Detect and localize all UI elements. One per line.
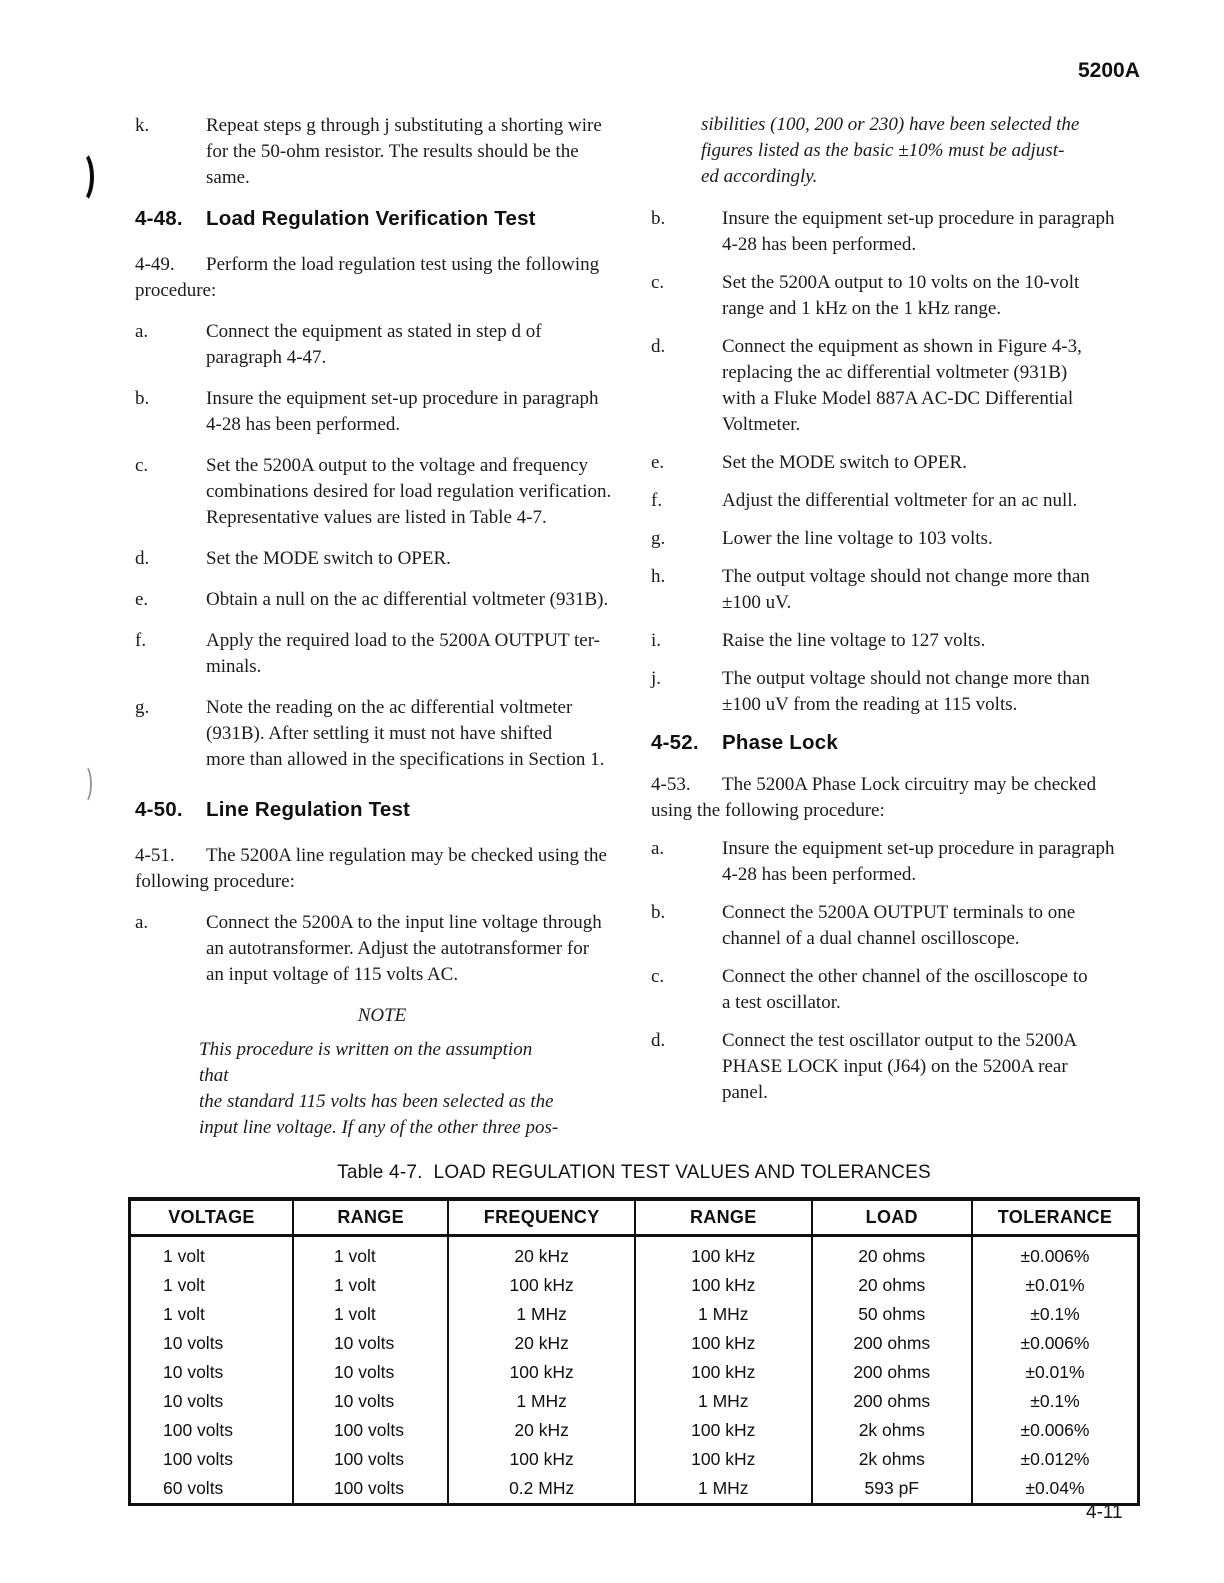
- cell-range: 10 volts: [293, 1329, 448, 1358]
- table-header-row: [130, 1199, 1139, 1236]
- item-text: Connect the 5200A OUTPUT terminals to one channel of a dual channel oscilloscope.: [722, 902, 1076, 949]
- item-label: b.: [135, 388, 150, 409]
- cell-range: 1 volt: [293, 1300, 448, 1329]
- cell-tolerance: ±0.1%: [972, 1300, 1139, 1329]
- cell-range: 10 volts: [293, 1387, 448, 1416]
- cell-voltage: 1 volt: [130, 1271, 293, 1300]
- cell-frequency: 100 kHz: [448, 1271, 635, 1300]
- cell-tolerance: ±0.01%: [972, 1271, 1139, 1300]
- item-text: The output voltage should not change more than ±100 uV.: [722, 566, 1090, 613]
- cell-tolerance: ±0.012%: [972, 1445, 1139, 1474]
- cell-frequency: 20 kHz: [448, 1416, 635, 1445]
- list-item: [651, 206, 1145, 258]
- cell-tolerance: ±0.01%: [972, 1358, 1139, 1387]
- scan-artifact-paren-mark: [68, 150, 94, 204]
- cell-tolerance: ±0.006%: [972, 1236, 1139, 1271]
- cell-voltage: 10 volts: [130, 1387, 293, 1416]
- list-item: [135, 386, 627, 438]
- paragraph-number: 4-53.: [651, 774, 691, 795]
- right-column: [651, 112, 1145, 1118]
- item-text: Insure the equipment set-up procedure in paragraph 4-28 has been performed.: [722, 838, 1115, 885]
- item-text: Set the MODE switch to OPER.: [722, 452, 967, 473]
- cell-frequency: 1 MHz: [448, 1300, 635, 1329]
- item-text: Connect the other channel of the oscilloscope to a test oscillator.: [722, 966, 1088, 1013]
- item-text: Insure the equipment set-up procedure in paragraph 4-28 has been performed.: [206, 388, 599, 435]
- cell-frequency: 100 kHz: [448, 1358, 635, 1387]
- cell-voltage: 10 volts: [130, 1329, 293, 1358]
- note-block: [199, 1003, 565, 1141]
- cell-voltage: 100 volts: [130, 1416, 293, 1445]
- cell-load: 2k ohms: [812, 1445, 972, 1474]
- item-text: Connect the equipment as stated in step d of paragraph 4-47.: [206, 321, 542, 368]
- cell-range2: 100 kHz: [635, 1416, 812, 1445]
- column-header-load: LOAD: [812, 1199, 972, 1236]
- item-text: The output voltage should not change more than ±100 uV from the reading at 115 volts.: [722, 668, 1090, 715]
- item-text: Set the MODE switch to OPER.: [206, 548, 451, 569]
- table-title: Table 4-7. LOAD REGULATION TEST VALUES AND TOLERANCES: [337, 1162, 931, 1183]
- section-number: 4-52.: [651, 731, 699, 754]
- item-text: Insure the equipment set-up procedure in paragraph 4-28 has been performed.: [722, 208, 1115, 255]
- item-text: Raise the line voltage to 127 volts.: [722, 630, 986, 651]
- item-text: Connect the test oscillator output to the 5200A PHASE LOCK input (J64) on the 5200A rear panel.: [722, 1030, 1078, 1103]
- cell-range: 1 volt: [293, 1271, 448, 1300]
- item-text: Connect the 5200A to the input line voltage through an autotransformer. Adjust the autotransformer for an input voltage of 115 volts AC.: [206, 912, 602, 985]
- table-row: [130, 1358, 1139, 1387]
- cell-range: 100 volts: [293, 1445, 448, 1474]
- doc-ref: 5200A: [1078, 59, 1140, 82]
- item-label: b.: [651, 208, 666, 229]
- table-row: [130, 1474, 1139, 1505]
- list-item: [135, 628, 627, 680]
- item-label: i.: [651, 630, 662, 651]
- column-header-range: RANGE: [293, 1199, 448, 1236]
- item-label: f.: [651, 490, 663, 511]
- cell-range2: 100 kHz: [635, 1445, 812, 1474]
- item-text: Note the reading on the ac differential voltmeter (931B). After settling it must not have shifted more than allowed in the specifications in Section 1.: [206, 697, 605, 770]
- cell-voltage: 1 volt: [130, 1300, 293, 1329]
- cell-voltage: 100 volts: [130, 1445, 293, 1474]
- item-text: Lower the line voltage to 103 volts.: [722, 528, 993, 549]
- cell-load: 2k ohms: [812, 1416, 972, 1445]
- item-label: a.: [651, 838, 665, 859]
- paragraph-number: 4-51.: [135, 845, 175, 866]
- list-item: [135, 910, 627, 988]
- paragraph-4-53: [651, 772, 1145, 824]
- table-row: [130, 1329, 1139, 1358]
- cell-range: 100 volts: [293, 1474, 448, 1505]
- list-item: [651, 964, 1145, 1016]
- cell-range2: 100 kHz: [635, 1358, 812, 1387]
- paragraph-text: The 5200A line regulation may be checked using the following procedure:: [135, 845, 607, 892]
- item-label: a.: [135, 321, 149, 342]
- item-label: h.: [651, 566, 666, 587]
- item-label: e.: [135, 589, 149, 610]
- paragraph-4-51: [135, 843, 627, 895]
- table-row: [130, 1387, 1139, 1416]
- cell-frequency: 20 kHz: [448, 1236, 635, 1271]
- list-item: [651, 666, 1145, 718]
- paragraph-text: Perform the load regulation test using the following procedure:: [135, 254, 600, 301]
- list-item-k: [135, 113, 627, 191]
- item-label: d.: [135, 548, 150, 569]
- cell-tolerance: ±0.006%: [972, 1416, 1139, 1445]
- cell-load: 200 ohms: [812, 1387, 972, 1416]
- item-label: a.: [135, 912, 149, 933]
- item-label: b.: [651, 902, 666, 923]
- column-header-voltage: VOLTAGE: [130, 1199, 293, 1236]
- table-row: [130, 1236, 1139, 1271]
- item-text: Obtain a null on the ac differential voltmeter (931B).: [206, 589, 609, 610]
- item-label: k.: [135, 115, 150, 136]
- list-item: [651, 334, 1145, 438]
- note-text: This procedure is written on the assumption that the standard 115 volts has been selected as the input line voltage. If any of the other three pos-: [199, 1039, 559, 1138]
- cell-load: 50 ohms: [812, 1300, 972, 1329]
- cell-frequency: 100 kHz: [448, 1445, 635, 1474]
- item-label: j.: [651, 668, 662, 689]
- cell-load: 200 ohms: [812, 1329, 972, 1358]
- cell-range2: 1 MHz: [635, 1300, 812, 1329]
- table-row: [130, 1416, 1139, 1445]
- cell-voltage: 1 volt: [130, 1236, 293, 1271]
- cell-load: 20 ohms: [812, 1236, 972, 1271]
- load-regulation-table: [128, 1197, 1140, 1506]
- list-item: [651, 900, 1145, 952]
- table-row: [130, 1300, 1139, 1329]
- cell-range2: 100 kHz: [635, 1236, 812, 1271]
- cell-range2: 1 MHz: [635, 1474, 812, 1505]
- cell-frequency: 1 MHz: [448, 1387, 635, 1416]
- cell-tolerance: ±0.1%: [972, 1387, 1139, 1416]
- cell-load: 20 ohms: [812, 1271, 972, 1300]
- list-item: [135, 587, 627, 613]
- item-label: c.: [651, 272, 665, 293]
- table-row: [130, 1445, 1139, 1474]
- list-item: [651, 270, 1145, 322]
- cell-range2: 100 kHz: [635, 1271, 812, 1300]
- cell-frequency: 20 kHz: [448, 1329, 635, 1358]
- section-title: Line Regulation Test: [206, 798, 411, 821]
- item-text: Set the 5200A output to 10 volts on the 10-volt range and 1 kHz on the 1 kHz range.: [722, 272, 1080, 319]
- cell-load: 200 ohms: [812, 1358, 972, 1387]
- item-text: Apply the required load to the 5200A OUTPUT ter- minals.: [206, 630, 600, 677]
- cell-range: 10 volts: [293, 1358, 448, 1387]
- table-4-7-section: [128, 1160, 1140, 1506]
- item-text: Set the 5200A output to the voltage and frequency combinations desired for load regulation verification. Representative values are listed in Table 4-7.: [206, 455, 612, 528]
- item-label: d.: [651, 1030, 666, 1051]
- item-text: Adjust the differential voltmeter for an ac null.: [722, 490, 1078, 511]
- cell-tolerance: ±0.006%: [972, 1329, 1139, 1358]
- item-text: Connect the equipment as shown in Figure 4-3, replacing the ac differential voltmeter (931B) with a Fluke Model 887A AC-DC Differential Voltmeter.: [722, 336, 1082, 435]
- list-item: [651, 488, 1145, 514]
- list-item: [651, 564, 1145, 616]
- left-column: [135, 113, 627, 1141]
- list-item: [651, 526, 1145, 552]
- scan-artifact-paren-mark-faint: [76, 764, 92, 804]
- section-heading-4-50: [135, 797, 627, 823]
- list-item: [651, 628, 1145, 654]
- list-item: [135, 453, 627, 531]
- section-number: 4-48.: [135, 207, 183, 230]
- list-item: [135, 695, 627, 773]
- item-text: Repeat steps g through j substituting a shorting wire for the 50-ohm resistor. The results should be the same.: [206, 115, 602, 188]
- list-item: [135, 546, 627, 572]
- cell-range2: 1 MHz: [635, 1387, 812, 1416]
- column-header-tolerance: TOLERANCE: [972, 1199, 1139, 1236]
- paragraph-text: The 5200A Phase Lock circuitry may be checked using the following procedure:: [651, 774, 1097, 821]
- cell-range: 1 volt: [293, 1236, 448, 1271]
- list-item: [651, 450, 1145, 476]
- note-label: NOTE: [357, 1005, 407, 1026]
- section-heading-4-52: [651, 730, 1145, 756]
- cell-voltage: 10 volts: [130, 1358, 293, 1387]
- cell-load: 593 pF: [812, 1474, 972, 1505]
- paragraph-number: 4-49.: [135, 254, 175, 275]
- item-label: g.: [651, 528, 666, 549]
- note-continuation-text: sibilities (100, 200 or 230) have been selected the figures listed as the basic ±10% must be adjust- ed accordingly.: [701, 114, 1080, 187]
- item-label: g.: [135, 697, 150, 718]
- column-header-range2: RANGE: [635, 1199, 812, 1236]
- list-item: [651, 1028, 1145, 1106]
- section-number: 4-50.: [135, 798, 183, 821]
- cell-voltage: 60 volts: [130, 1474, 293, 1505]
- section-title: Load Regulation Verification Test: [206, 207, 536, 230]
- item-label: f.: [135, 630, 147, 651]
- item-label: d.: [651, 336, 666, 357]
- paragraph-4-49: [135, 252, 627, 304]
- cell-range: 100 volts: [293, 1416, 448, 1445]
- table-row: [130, 1271, 1139, 1300]
- section-heading-4-48: [135, 206, 627, 232]
- cell-range2: 100 kHz: [635, 1329, 812, 1358]
- cell-frequency: 0.2 MHz: [448, 1474, 635, 1505]
- column-header-frequency: FREQUENCY: [448, 1199, 635, 1236]
- item-label: c.: [135, 455, 149, 476]
- cell-tolerance: ±0.04%: [972, 1474, 1139, 1505]
- item-label: e.: [651, 452, 665, 473]
- section-title: Phase Lock: [722, 731, 838, 754]
- list-item: [135, 319, 627, 371]
- item-label: c.: [651, 966, 665, 987]
- page-number: 4-11: [1086, 1502, 1123, 1523]
- list-item: [651, 836, 1145, 888]
